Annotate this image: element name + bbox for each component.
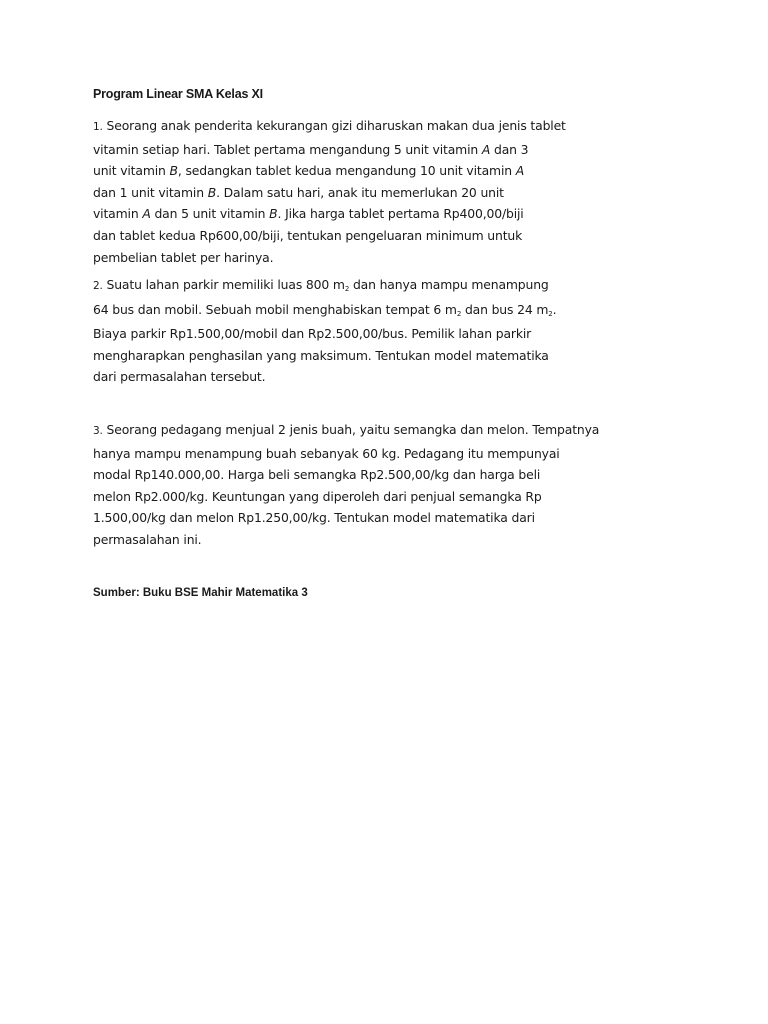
problem-line bbox=[93, 203, 566, 225]
document-title: Program Linear SMA Kelas XI bbox=[93, 87, 263, 101]
text-run: dan 1 unit vitamin bbox=[93, 184, 208, 200]
text-run: modal Rp140.000,00. Harga beli semangka Rp2.500,00/kg dan harga beli bbox=[93, 467, 541, 483]
variable-text: A bbox=[481, 141, 491, 157]
text-run: unit vitamin bbox=[93, 163, 170, 179]
variable-text: B bbox=[269, 206, 278, 222]
unit-exponent: 2 bbox=[344, 285, 350, 293]
text-run: hanya mampu menampung buah sebanyak 60 kg. Pedagang itu mempunyai bbox=[93, 445, 560, 461]
problem-line bbox=[93, 274, 556, 299]
text-run: mengharapkan penghasilan yang maksimum. Tentukan model matematika bbox=[93, 347, 549, 363]
variable-text: B bbox=[169, 163, 178, 179]
problem-line bbox=[93, 345, 556, 367]
text-run: . Jika harga tablet pertama Rp400,00/biji bbox=[277, 206, 524, 222]
text-run: Suatu lahan parkir memiliki luas 800 m bbox=[102, 277, 345, 292]
variable-text: B bbox=[207, 184, 217, 200]
problem-line bbox=[93, 486, 599, 508]
problem-number: 2. bbox=[93, 280, 103, 292]
problem-line bbox=[93, 507, 599, 529]
source-citation: Sumber: Buku BSE Mahir Matematika 3 bbox=[93, 587, 308, 599]
text-run: permasalahan ini. bbox=[93, 531, 202, 547]
text-run: 64 bus dan mobil. Sebuah mobil menghabiskan tempat 6 m bbox=[93, 301, 457, 317]
problem-line bbox=[93, 464, 599, 486]
problem-3 bbox=[93, 419, 599, 551]
text-run: . Dalam satu hari, anak itu memerlukan 20 unit bbox=[216, 184, 504, 200]
problem-line bbox=[93, 419, 599, 443]
text-run: 1.500,00/kg dan melon Rp1.250,00/kg. Tentukan model matematika dari bbox=[93, 510, 535, 526]
variable-text: A bbox=[142, 206, 151, 222]
text-run: Seorang anak penderita kekurangan gizi diharuskan makan dua jenis tablet bbox=[102, 118, 566, 133]
problem-line bbox=[93, 225, 566, 247]
text-run: dan bus 24 m bbox=[461, 301, 549, 317]
problem-line bbox=[93, 529, 599, 551]
text-run: dan 5 unit vitamin bbox=[150, 206, 270, 222]
unit-exponent: 2 bbox=[456, 309, 462, 318]
problem-number: 1. bbox=[93, 121, 103, 133]
text-run: vitamin setiap hari. Tablet pertama mengandung 5 unit vitamin bbox=[93, 141, 482, 157]
problem-line bbox=[93, 323, 556, 345]
problem-line bbox=[93, 160, 566, 182]
text-run: melon Rp2.000/kg. Keuntungan yang diperoleh dari penjual semangka Rp bbox=[93, 488, 542, 504]
text-run: . bbox=[552, 301, 557, 317]
problem-1 bbox=[93, 115, 566, 268]
text-run: dan hanya mampu menampung bbox=[349, 277, 549, 292]
problem-line bbox=[93, 366, 556, 388]
text-run: , sedangkan tablet kedua mengandung 10 unit vitamin bbox=[177, 163, 516, 179]
problem-line bbox=[93, 247, 566, 269]
problem-line bbox=[93, 115, 566, 139]
problem-line bbox=[93, 139, 566, 161]
unit-exponent: 2 bbox=[548, 309, 553, 318]
text-run: Biaya parkir Rp1.500,00/mobil dan Rp2.500,00/bus. Pemilik lahan parkir bbox=[93, 326, 532, 342]
text-run: pembelian tablet per harinya. bbox=[93, 249, 274, 265]
variable-text: A bbox=[515, 163, 525, 179]
text-run: dari permasalahan tersebut. bbox=[93, 369, 266, 385]
problem-line bbox=[93, 182, 566, 204]
text-run: vitamin bbox=[93, 206, 143, 222]
text-run: dan tablet kedua Rp600,00/biji, tentukan pengeluaran minimum untuk bbox=[93, 227, 523, 243]
text-run: Seorang pedagang menjual 2 jenis buah, yaitu semangka dan melon. Tempatnya bbox=[102, 422, 600, 437]
problem-line bbox=[93, 299, 556, 324]
problem-2 bbox=[93, 274, 556, 388]
problem-line bbox=[93, 443, 599, 465]
text-run: dan 3 bbox=[490, 141, 529, 157]
problem-number: 3. bbox=[93, 425, 103, 437]
